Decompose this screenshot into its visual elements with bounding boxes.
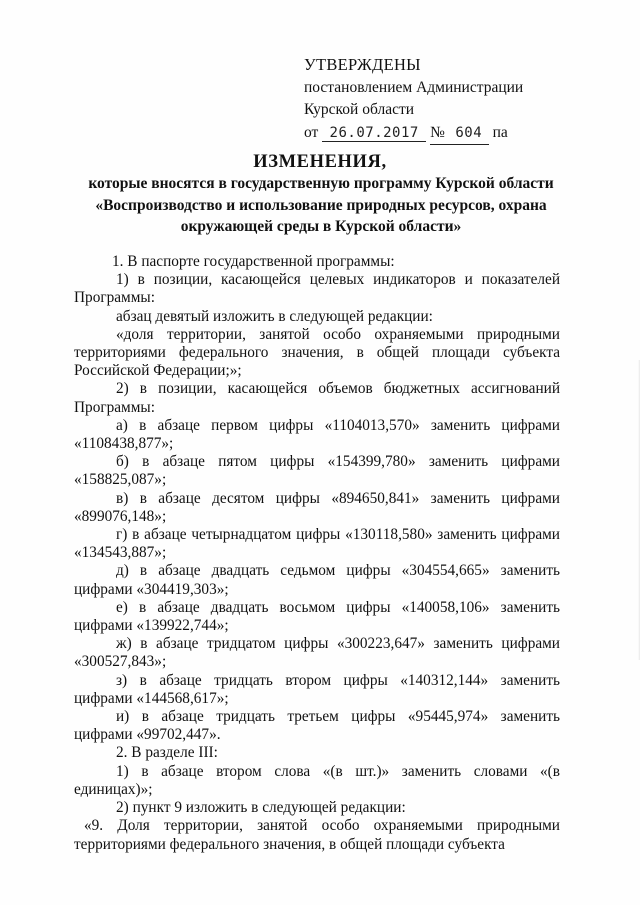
- number-suffix: па: [492, 123, 508, 141]
- approval-line-1: постановлением Администрации: [304, 78, 524, 96]
- number-label: №: [430, 123, 445, 141]
- paragraph: абзац девятый изложить в следующей редакции:: [116, 307, 433, 325]
- paragraph: 1) в абзаце втором слова «(в шт.)» заменить словами «(в единицах)»;: [74, 762, 560, 798]
- paragraph: 2) в позиции, касающейся объемов бюджетных ассигнований Программы:: [74, 380, 560, 416]
- number-group: [430, 122, 489, 146]
- paragraph: д) в абзаце двадцать седьмом цифры «304554,665» заменить цифрами «304419,303»;: [74, 562, 560, 598]
- paragraph: и) в абзаце тридцать третьем цифры «95445,974» заменить цифрами «99702,447».: [74, 708, 560, 744]
- paragraph: г) в абзаце четырнадцатом цифры «130118,580» заменить цифрами «134543,887»;: [74, 526, 560, 562]
- approval-number: 604: [455, 124, 483, 141]
- paragraph: в) в абзаце десятом цифры «894650,841» заменить цифрами «899076,148»;: [74, 489, 560, 525]
- document-title: ИЗМЕНЕНИЯ,: [253, 152, 387, 172]
- document-body: [74, 253, 560, 854]
- approval-block: [304, 54, 523, 145]
- paragraph: а) в абзаце первом цифры «1104013,570» заменить цифрами «1108438,877»;: [74, 416, 560, 453]
- from-label: от: [304, 123, 319, 141]
- paragraph: 1. В паспорте государственной программы:: [112, 253, 395, 270]
- document-subtitle: которые вносятся в государственную программу Курской области «Воспроизводство и использование природных ресурсов, охрана окружающей среды в Курской области»: [88, 175, 554, 235]
- approval-heading: УТВЕРЖДЕНЫ: [304, 55, 421, 74]
- approval-date-line: [304, 122, 523, 146]
- approval-line-2: Курской области: [304, 101, 415, 118]
- paragraph: «доля территории, занятой особо охраняемыми природными территориями федерального значения, в общей площади субъекта Российской Федерации;»;: [74, 325, 560, 380]
- paragraph: е) в абзаце двадцать восьмом цифры «140058,106» заменить цифрами «139922,744»;: [74, 598, 560, 635]
- paragraph: «9. Доля территории, занятой особо охраняемыми природными территориями федерального значения, в общей площади субъекта: [74, 817, 560, 853]
- paragraph: з) в абзаце тридцать втором цифры «140312,144» заменить цифрами «144568,617»;: [74, 671, 560, 707]
- paragraph: ж) в абзаце тридцатом цифры «300223,647» заменить цифрами «300527,843»;: [74, 635, 560, 671]
- approval-date: 26.07.2017: [322, 125, 426, 142]
- paragraph: 1) в позиции, касающейся целевых индикаторов и показателей Программы:: [74, 271, 560, 307]
- paragraph: б) в абзаце пятом цифры «154399,780» заменить цифрами «158825,087»;: [74, 453, 560, 489]
- paragraph: 2. В разделе III:: [116, 744, 218, 762]
- paragraph: 2) пункт 9 изложить в следующей редакции:: [116, 799, 406, 817]
